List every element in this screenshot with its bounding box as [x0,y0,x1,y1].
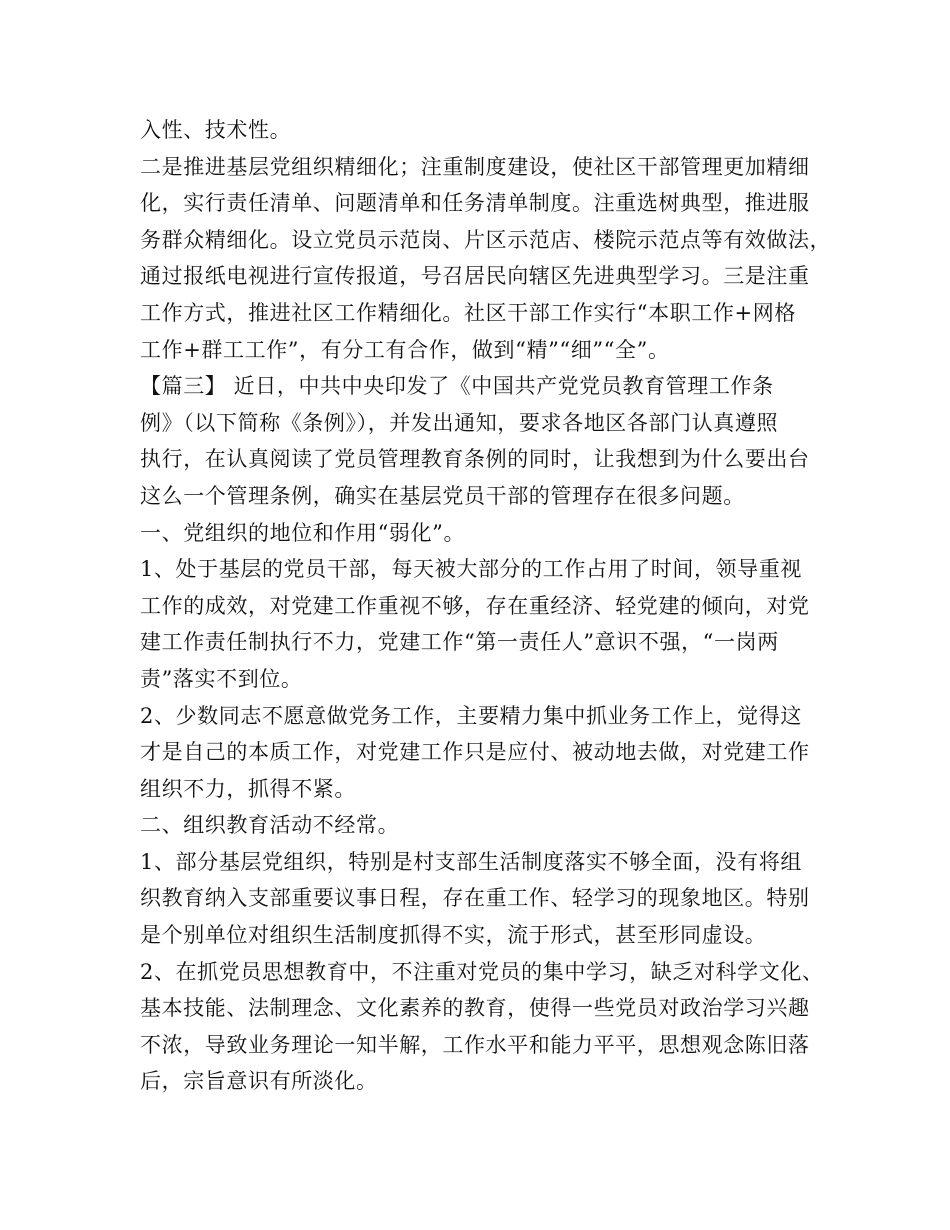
text-line: 化，实行责任清单、问题清单和任务清单制度。注重选树典型，推进服 [140,191,810,216]
document-body [140,112,830,1100]
text-line: 建工作责任制执行不力，党建工作“第一责任人”意识不强，“一岗两 [140,630,779,655]
text-line: 工作方式，推进社区工作精细化。社区干部工作实行“本职工作+网格 [140,300,796,325]
text-line: 基本技能、法制理念、文化素养的教育，使得一些党员对政治学习兴趣 [140,996,810,1021]
text-line: 后，宗旨意识有所淡化。 [140,1069,378,1094]
text-line: 1、处于基层的党员干部，每天被大部分的工作占用了时间，领导重视 [140,557,802,582]
text-line: 入性、技术性。 [140,118,292,142]
text-line: 工作的成效，对党建工作重视不够，存在重经济、轻党建的倾向，对党 [140,593,810,618]
text-line: 执行，在认真阅读了党员管理教育条例的同时，让我想到为什么要出台 [140,447,810,472]
text-line: 是个别单位对组织生活制度抓得不实，流于形式，甚至形同虚设。 [140,923,767,948]
subheading-line: 一、党组织的地位和作用“弱化”。 [140,520,466,545]
text-line: 通过报纸电视进行宣传报道，号召居民向辖区先进典型学习。三是注重 [140,264,810,289]
subheading-line: 二、组织教育活动不经常。 [140,813,400,838]
text-line: 责”落实不到位。 [140,666,303,691]
section-heading-line: 【篇三】 近日，中共中央印发了《中国共产党党员教育管理工作条 [140,374,774,399]
text-line: 务群众精细化。设立党员示范岗、片区示范店、楼院示范点等有效做法， [140,227,832,252]
text-line: 这么一个管理条例，确实在基层党员干部的管理存在很多问题。 [140,483,745,508]
text-line: 2、在抓党员思想教育中，不注重对党员的集中学习，缺乏对科学文化、 [140,959,824,984]
text-line: 1、部分基层党组织，特别是村支部生活制度落实不够全面，没有将组 [140,849,802,874]
text-line: 织教育纳入支部重要议事日程，存在重工作、轻学习的现象地区。特别 [140,886,810,911]
text-line: 例》（以下简称《条例》），并发出通知，要求各地区各部门认真遵照 [140,410,779,435]
text-line: 才是自己的本质工作，对党建工作只是应付、被动地去做，对党建工作 [140,740,810,765]
text-line: 不浓，导致业务理论一知半解，工作水平和能力平平，思想观念陈旧落 [140,1032,810,1057]
text-line: 二是推进基层党组织精细化；注重制度建设，使社区干部管理更加精细 [140,154,810,179]
text-line: 工作+群工工作”，有分工有合作，做到“精”“细”“全”。 [140,337,670,362]
text-line: 2、少数同志不愿意做党务工作，主要精力集中抓业务工作上，觉得这 [140,703,802,728]
text-line: 组织不力，抓得不紧。 [140,776,356,801]
